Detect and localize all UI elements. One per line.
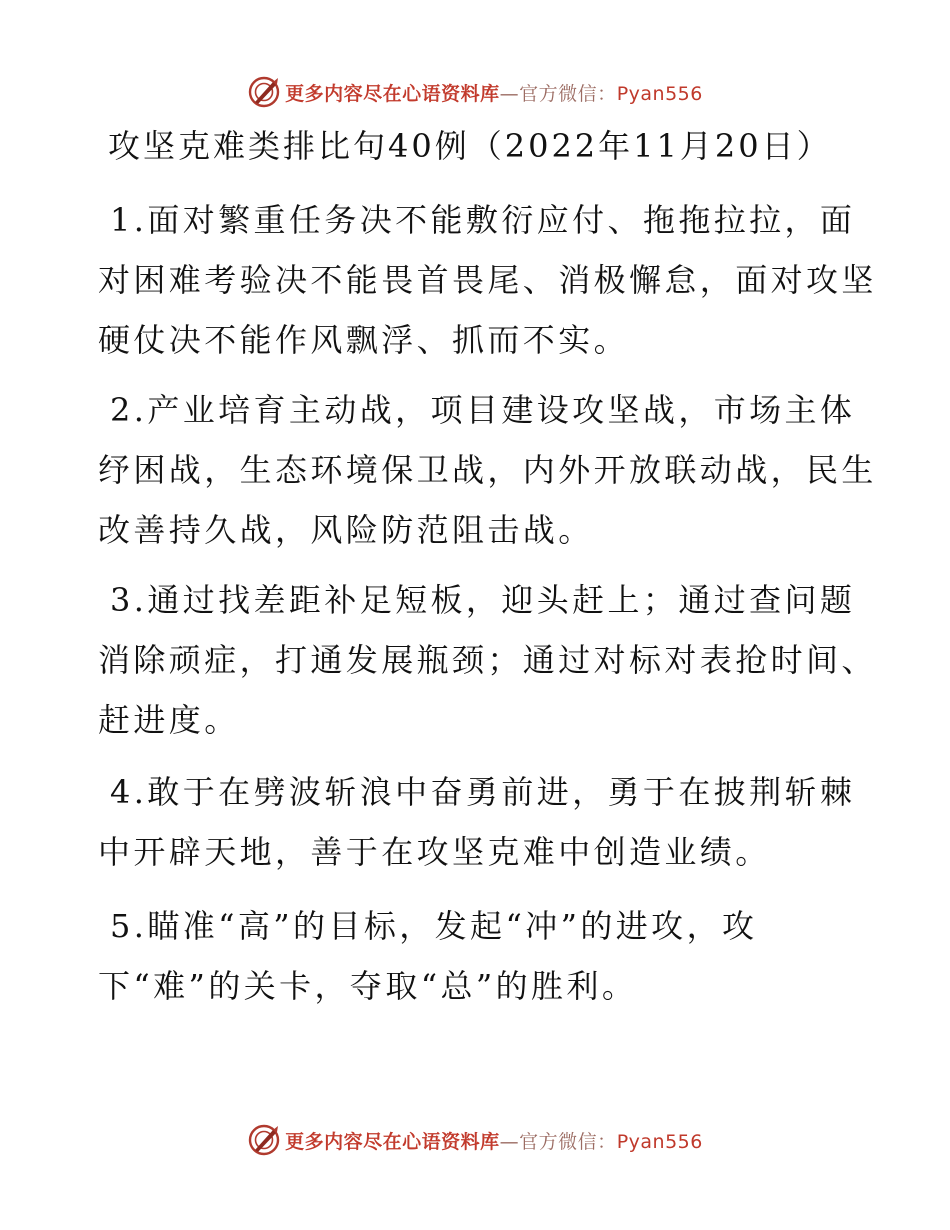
quill-pen-logo-icon [247, 1123, 281, 1157]
paragraph-1 [98, 190, 877, 370]
watermark-dash: — [499, 82, 520, 105]
watermark-wechat-handle: Pyan556 [616, 82, 703, 105]
watermark-wechat-handle: Pyan556 [616, 1130, 703, 1153]
footer-watermark-banner [0, 1120, 950, 1160]
paragraph-line: 改善持久战，风险防范阻击战。 [98, 511, 594, 549]
watermark-official-label: 官方微信： [519, 1130, 617, 1153]
watermark-official-label: 官方微信： [519, 82, 617, 105]
paragraph-line: 赶进度。 [98, 701, 240, 739]
watermark-site-name: 更多内容尽在心语资料库 [285, 82, 500, 105]
paragraph-line: 对困难考验决不能畏首畏尾、消极懈怠，面对攻坚 [98, 261, 877, 299]
paragraph-line: 4.敢于在劈波斩浪中奋勇前进，勇于在披荆斩棘 [110, 773, 856, 811]
paragraph-line: 下“难”的关卡，夺取“总”的胜利。 [98, 967, 638, 1005]
paragraph-line: 硬仗决不能作风飘浮、抓而不实。 [98, 321, 630, 359]
paragraph-line: 5.瞄准“高”的目标，发起“冲”的进攻，攻 [110, 907, 758, 945]
paragraph-4 [98, 762, 858, 882]
document-title: 攻坚克难类排比句40例（2022年11月20日） [108, 127, 832, 165]
paragraph-line: 3.通过找差距补足短板，迎头赶上；通过查问题 [110, 581, 856, 619]
watermark-site-name: 更多内容尽在心语资料库 [285, 1130, 500, 1153]
watermark-text [285, 79, 703, 106]
watermark-dash: — [499, 1130, 520, 1153]
watermark-text [285, 1127, 703, 1154]
paragraph-line: 中开辟天地，善于在攻坚克难中创造业绩。 [98, 833, 771, 871]
paragraph-line: 2.产业培育主动战，项目建设攻坚战，市场主体 [110, 391, 856, 429]
paragraph-2 [98, 380, 877, 560]
header-watermark-banner [0, 72, 950, 112]
paragraph-3 [98, 570, 877, 750]
paragraph-line: 消除顽症，打通发展瓶颈；通过对标对表抢时间、 [98, 641, 877, 679]
paragraph-5 [98, 896, 858, 1016]
paragraph-line: 1.面对繁重任务决不能敷衍应付、拖拖拉拉，面 [110, 201, 856, 239]
paragraph-line: 纾困战，生态环境保卫战，内外开放联动战，民生 [98, 451, 877, 489]
quill-pen-logo-icon [247, 75, 281, 109]
